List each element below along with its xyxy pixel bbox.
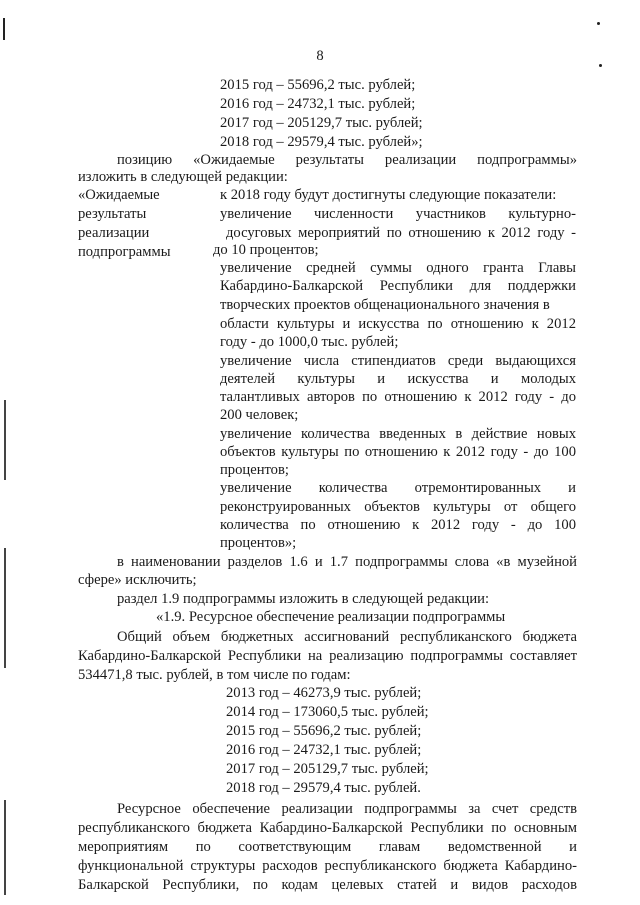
position-label: результаты bbox=[78, 206, 147, 222]
scan-mark-left-top bbox=[3, 18, 5, 40]
position-text-line: творческих проектов общенационального значения в bbox=[220, 297, 550, 313]
total-line: 534471,8 тыс. рублей, в том числе по годам: bbox=[78, 667, 351, 683]
position-text-line: увеличение количества введенных в действие новых bbox=[220, 426, 576, 442]
page-number: 8 bbox=[316, 48, 324, 64]
scan-mark-left-low bbox=[4, 548, 6, 668]
resource-line: мероприятиям по соответствующим главам ведомственной и bbox=[78, 839, 577, 855]
position-text-line: деятелей культуры и искусства и молодых bbox=[220, 371, 576, 387]
position-text-line: реконструированных объектов культуры от общего bbox=[220, 499, 576, 515]
paragraph-line: сфере» исключить; bbox=[78, 572, 197, 588]
position-text-line: 200 человек; bbox=[220, 407, 299, 423]
paragraph-line: раздел 1.9 подпрограммы изложить в следующей редакции: bbox=[117, 591, 490, 607]
resource-line: Ресурсное обеспечение реализации подпрограммы за счет средств bbox=[117, 801, 577, 817]
position-text-line: до 10 процентов; bbox=[213, 242, 319, 258]
position-label: подпрограммы bbox=[78, 244, 171, 260]
total-line: Кабардино-Балкарской Республики на реализацию подпрограммы составляет bbox=[78, 648, 577, 664]
funding-line: 2015 год – 55696,2 тыс. рублей; bbox=[226, 723, 422, 739]
section-title: «1.9. Ресурсное обеспечение реализации подпрограммы bbox=[156, 609, 506, 625]
position-text-line: году - до 1000,0 тыс. рублей; bbox=[220, 334, 399, 350]
position-text-line: талантливых авторов по отношению к 2012 году - до bbox=[220, 389, 576, 405]
position-text-line: процентов; bbox=[220, 462, 289, 478]
scan-mark-left-bottom bbox=[4, 800, 6, 895]
position-text-line: области культуры и искусства по отношению к 2012 bbox=[220, 316, 576, 332]
position-text-line: увеличение средней суммы одного гранта Главы bbox=[220, 260, 576, 276]
position-label: «Ожидаемые bbox=[78, 187, 160, 203]
scan-mark-left-mid bbox=[4, 400, 6, 480]
position-text-line: процентов»; bbox=[220, 535, 297, 551]
position-text-line: досуговых мероприятий по отношению к 2012 году - bbox=[226, 225, 576, 241]
resource-line: Балкарской Республики, по кодам целевых статей и видов расходов bbox=[78, 877, 577, 893]
funding-line: 2016 год – 24732,1 тыс. рублей; bbox=[226, 742, 422, 758]
funding-line: 2018 год – 29579,4 тыс. рублей. bbox=[226, 780, 421, 796]
funding-line: 2017 год – 205129,7 тыс. рублей; bbox=[226, 761, 429, 777]
funding-line: 2018 год – 29579,4 тыс. рублей»; bbox=[220, 134, 423, 150]
funding-line: 2016 год – 24732,1 тыс. рублей; bbox=[220, 96, 416, 112]
funding-line: 2015 год – 55696,2 тыс. рублей; bbox=[220, 77, 416, 93]
funding-line: 2013 год – 46273,9 тыс. рублей; bbox=[226, 685, 422, 701]
position-text-line: увеличение числа стипендиатов среди выдающихся bbox=[220, 353, 576, 369]
position-text-line: увеличение количества отремонтированных и bbox=[220, 480, 576, 496]
position-text-line: увеличение численности участников культурно- bbox=[220, 206, 576, 222]
scan-mark-right-top bbox=[597, 22, 600, 25]
position-text-line: количества по отношению к 2012 году - до 100 bbox=[220, 517, 576, 533]
paragraph-line: в наименовании разделов 1.6 и 1.7 подпрограммы слова «в музейной bbox=[117, 554, 577, 570]
intro-line: изложить в следующей редакции: bbox=[78, 169, 288, 185]
position-text-line: к 2018 году будут достигнуты следующие показатели: bbox=[220, 187, 557, 203]
position-text-line: объектов культуры по отношению к 2012 году - до 100 bbox=[220, 444, 576, 460]
position-text-line: Кабардино-Балкарской Республики для поддержки bbox=[220, 278, 576, 294]
position-label: реализации bbox=[78, 225, 150, 241]
total-line: Общий объем бюджетных ассигнований республиканского бюджета bbox=[117, 629, 577, 645]
resource-line: функциональной структуры расходов республиканского бюджета Кабардино- bbox=[78, 858, 577, 874]
resource-line: республиканского бюджета Кабардино-Балкарской Республики по основным bbox=[78, 820, 577, 836]
intro-line: позицию «Ожидаемые результаты реализации подпрограммы» bbox=[117, 152, 577, 168]
funding-line: 2017 год – 205129,7 тыс. рублей; bbox=[220, 115, 423, 131]
funding-line: 2014 год – 173060,5 тыс. рублей; bbox=[226, 704, 429, 720]
